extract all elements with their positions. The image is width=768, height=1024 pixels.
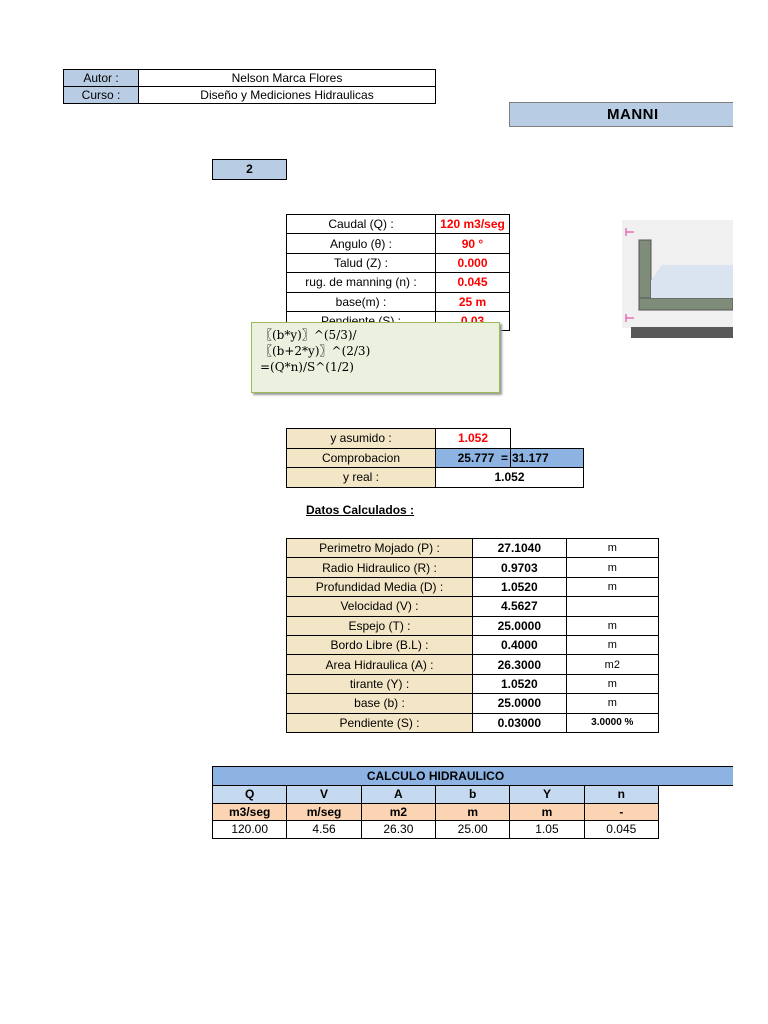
input-row — [287, 292, 510, 311]
calc-label[interactable]: base (b) : — [287, 694, 473, 713]
input-label[interactable]: Talud (Z) : — [287, 253, 436, 272]
calc-value[interactable]: 4.5627 — [473, 597, 567, 616]
table-row — [287, 558, 659, 577]
calc-unit[interactable]: m — [566, 558, 658, 577]
input-label[interactable]: rug. de manning (n) : — [287, 273, 436, 292]
calc-unit[interactable]: m — [566, 635, 658, 654]
y-asumido-value[interactable]: 1.052 — [436, 429, 511, 449]
calc-unit[interactable]: m — [566, 616, 658, 635]
input-row — [287, 253, 510, 272]
table-row — [287, 674, 659, 693]
calc-unit[interactable]: m — [566, 577, 658, 596]
calc-value[interactable]: 26.3000 — [473, 655, 567, 674]
calc-unit[interactable] — [566, 597, 658, 616]
input-value[interactable]: 90 ° — [436, 234, 510, 253]
comprobacion-right-value[interactable]: 31.177 — [511, 448, 584, 468]
y-real-row — [287, 468, 584, 488]
table-row — [287, 635, 659, 654]
calc-value[interactable]: 25.0000 — [473, 616, 567, 635]
hydraulic-unit[interactable]: m — [510, 803, 584, 821]
y-asumido-label[interactable]: y asumido : — [287, 429, 436, 449]
channel-section-image[interactable] — [622, 220, 733, 328]
table-row — [287, 655, 659, 674]
input-value[interactable]: 0.045 — [436, 273, 510, 292]
pendiente-value[interactable]: 0.03000 — [473, 713, 567, 732]
input-label[interactable]: base(m) : — [287, 292, 436, 311]
autor-label[interactable]: Autor : — [64, 70, 139, 87]
hydraulic-symbol[interactable]: Y — [510, 786, 584, 804]
input-row — [287, 234, 510, 253]
formula-line: 〖(b*y)〗^(5/3)/ — [260, 328, 357, 342]
calc-unit[interactable]: m2 — [566, 655, 658, 674]
calc-label[interactable]: Espejo (T) : — [287, 616, 473, 635]
comprobacion-left-value[interactable] — [436, 448, 511, 468]
comprobacion-row — [287, 448, 584, 468]
hydraulic-unit[interactable]: - — [584, 803, 658, 821]
calculated-title: Datos Calculados : — [306, 503, 415, 517]
calc-value[interactable]: 27.1040 — [473, 539, 567, 558]
curso-value[interactable]: Diseño y Mediciones Hidraulicas — [139, 87, 436, 104]
hydraulic-symbol[interactable]: V — [287, 786, 361, 804]
hydraulic-unit[interactable]: m/seg — [287, 803, 361, 821]
hydraulic-value[interactable]: 25.00 — [436, 821, 510, 839]
y-real-value[interactable]: 1.052 — [436, 468, 584, 488]
curso-label[interactable]: Curso : — [64, 87, 139, 104]
comprobacion-label[interactable]: Comprobacion — [287, 448, 436, 468]
pendiente-label[interactable]: Pendiente (S) : — [287, 713, 473, 732]
hydraulic-title[interactable]: CALCULO HIDRAULICO — [212, 766, 733, 786]
hydraulic-symbol[interactable]: b — [436, 786, 510, 804]
table-row — [287, 577, 659, 596]
input-value[interactable]: 0.000 — [436, 253, 510, 272]
hydraulic-unit[interactable]: m — [436, 803, 510, 821]
calc-label[interactable]: Radio Hidraulico (R) : — [287, 558, 473, 577]
input-value[interactable]: 120 m3/seg — [436, 215, 510, 234]
calc-value[interactable]: 25.0000 — [473, 694, 567, 713]
hydraulic-symbol[interactable]: Q — [213, 786, 287, 804]
hydraulic-table — [212, 785, 659, 839]
input-row — [287, 273, 510, 292]
hydraulic-symbol[interactable]: n — [584, 786, 658, 804]
case-number[interactable]: 2 — [212, 159, 287, 180]
formula-line: =(Q*n)/S^(1/2) — [260, 360, 354, 374]
hydraulic-value[interactable]: 120.00 — [213, 821, 287, 839]
calc-label[interactable]: Bordo Libre (B.L) : — [287, 635, 473, 654]
hydraulic-symbol[interactable]: A — [361, 786, 435, 804]
y-asumido-row — [287, 429, 584, 449]
calculated-table — [286, 538, 659, 733]
calc-unit[interactable]: m — [566, 694, 658, 713]
input-label[interactable]: Caudal (Q) : — [287, 215, 436, 234]
input-row — [287, 215, 510, 234]
formula-box[interactable] — [251, 322, 500, 393]
empty-cell — [511, 429, 584, 449]
hydraulic-value-row — [213, 821, 659, 839]
calc-value[interactable]: 0.9703 — [473, 558, 567, 577]
hydraulic-value[interactable]: 1.05 — [510, 821, 584, 839]
author-table — [63, 69, 436, 104]
calc-value[interactable]: 0.4000 — [473, 635, 567, 654]
hydraulic-value[interactable]: 26.30 — [361, 821, 435, 839]
input-label[interactable]: Angulo (θ) : — [287, 234, 436, 253]
calc-label[interactable]: Velocidad (V) : — [287, 597, 473, 616]
hydraulic-symbol-row — [213, 786, 659, 804]
table-row — [287, 694, 659, 713]
hydraulic-value[interactable]: 0.045 — [584, 821, 658, 839]
equals-sign: = — [500, 450, 508, 465]
curso-row — [64, 87, 436, 104]
input-value[interactable]: 25 m — [436, 292, 510, 311]
image-shadow — [631, 327, 733, 338]
input-table — [286, 214, 510, 331]
y-real-label[interactable]: y real : — [287, 468, 436, 488]
table-row — [287, 539, 659, 558]
pendiente-row — [287, 713, 659, 732]
formula-line: 〖(b+2*y)〗^(2/3) — [260, 344, 371, 358]
autor-value[interactable]: Nelson Marca Flores — [139, 70, 436, 87]
channel-section-icon — [622, 220, 733, 328]
calc-label[interactable]: Perimetro Mojado (P) : — [287, 539, 473, 558]
calc-label[interactable]: Profundidad Media (D) : — [287, 577, 473, 596]
hydraulic-unit[interactable]: m2 — [361, 803, 435, 821]
comprobacion-left: 25.777 — [457, 450, 495, 465]
table-row — [287, 597, 659, 616]
calc-value[interactable]: 1.0520 — [473, 674, 567, 693]
calc-unit[interactable]: m — [566, 674, 658, 693]
check-table — [286, 428, 584, 488]
hydraulic-unit[interactable]: m3/seg — [213, 803, 287, 821]
hydraulic-value[interactable]: 4.56 — [287, 821, 361, 839]
calc-unit[interactable]: m — [566, 539, 658, 558]
pendiente-percent[interactable]: 3.0000 % — [566, 713, 658, 732]
calc-label[interactable]: tirante (Y) : — [287, 674, 473, 693]
table-row — [287, 616, 659, 635]
hydraulic-unit-row — [213, 803, 659, 821]
sheet-title[interactable]: MANNI — [509, 102, 733, 127]
calc-value[interactable]: 1.0520 — [473, 577, 567, 596]
autor-row — [64, 70, 436, 87]
calc-label[interactable]: Area Hidraulica (A) : — [287, 655, 473, 674]
